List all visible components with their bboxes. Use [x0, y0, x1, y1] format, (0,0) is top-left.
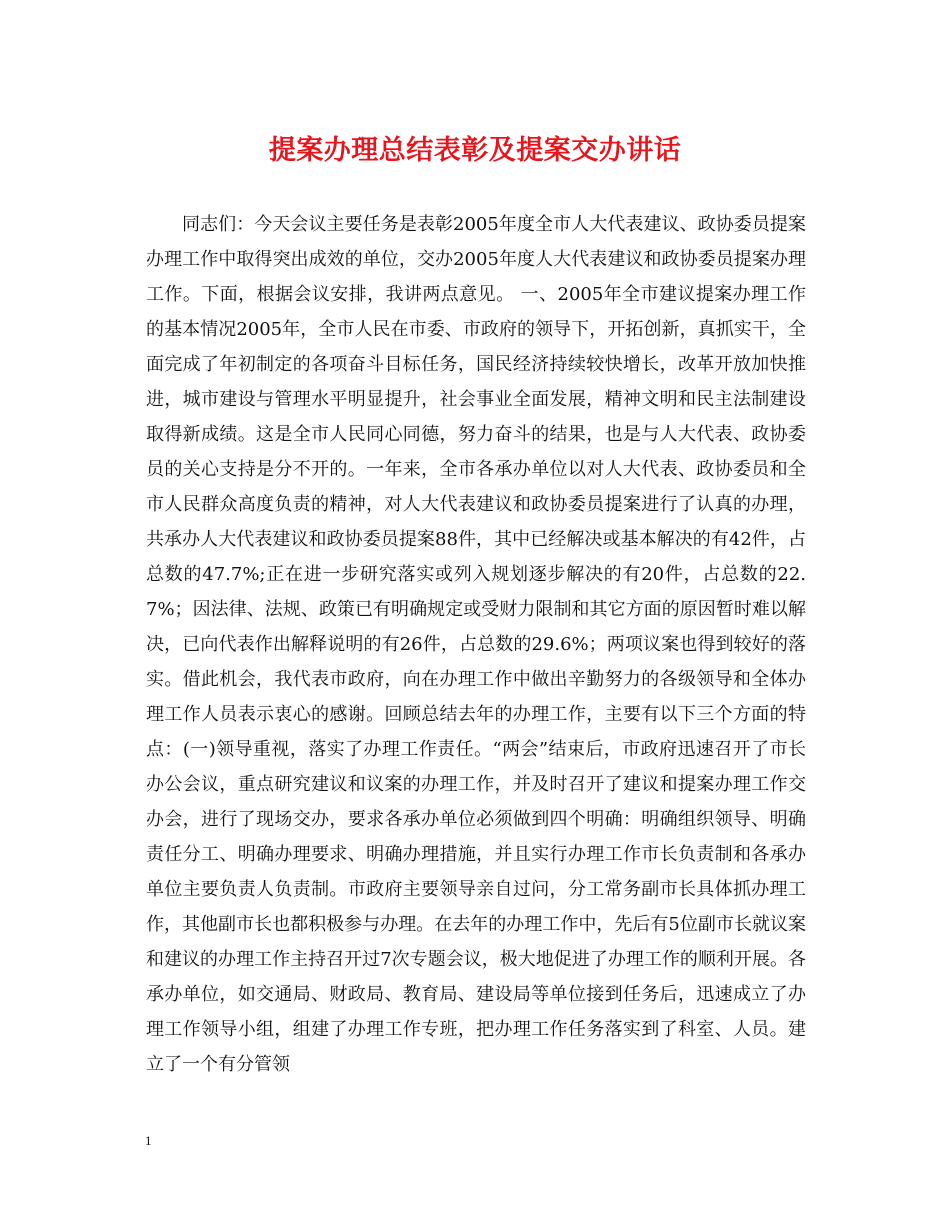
- document-title: 提案办理总结表彰及提案交办讲话: [268, 135, 682, 166]
- body-paragraph: 同志们：今天会议主要任务是表彰2005年度全市人大代表建议、政协委员提案办理工作中取得突出成效的单位，交办2005年度人大代表建议和政协委员提案办理工作。下面，根据会议安排，我讲两点意见。 一、2005年全市建议提案办理工作的基本情况2005年，全市人民在市委、市政府的领导下，开拓创新，真抓实干，全面完成了年初制定的各项奋斗目标任务，国民经济持续较快增长，改革开放加快推进，城市建设与管理水平明显提升，社会事业全面发展，精神文明和民主法制建设取得新成绩。这是全市人民同心同德，努力奋斗的结果，也是与人大代表、政协委员的关心支持是分不开的。一年来，全市各承办单位以对人大代表、政协委员和全市人民群众高度负责的精神，对人大代表建议和政协委员提案进行了认真的办理，共承办人大代表建议和政协委员提案88件，其中已经解决或基本解决的有42件，占总数的47.7%;正在进一步研究落实或列入规划逐步解决的有20件，占总数的22.7%；因法律、法规、政策已有明确规定或受财力限制和其它方面的原因暂时难以解决，已向代表作出解释说明的有26件，占总数的29.6%；两项议案也得到较好的落实。借此机会，我代表市政府，向在办理工作中做出辛勤努力的各级领导和全体办理工作人员表示衷心的感谢。回顾总结去年的办理工作，主要有以下三个方面的特点：(一)领导重视，落实了办理工作责任。“两会”结束后，市政府迅速召开了市长办公会议，重点研究建议和议案的办理工作，并及时召开了建议和提案办理工作交办会，进行了现场交办，要求各承办单位必须做到四个明确：明确组织领导、明确责任分工、明确办理要求、明确办理措施，并且实行办理工作市长负责制和各承办单位主要负责人负责制。市政府主要领导亲自过问，分工常务副市长具体抓办理工作，其他副市长也都积极参与办理。在去年的办理工作中，先后有5位副市长就议案和建议的办理工作主持召开过7次专题会议，极大地促进了办理工作的顺利开展。各承办单位，如交通局、财政局、教育局、建设局等单位接到任务后，迅速成立了办理工作领导小组，组建了办理工作专班，把办理工作任务落实到了科室、人员。建立了一个有分管领: [146, 214, 806, 1075]
- page-number: 1: [145, 1133, 152, 1148]
